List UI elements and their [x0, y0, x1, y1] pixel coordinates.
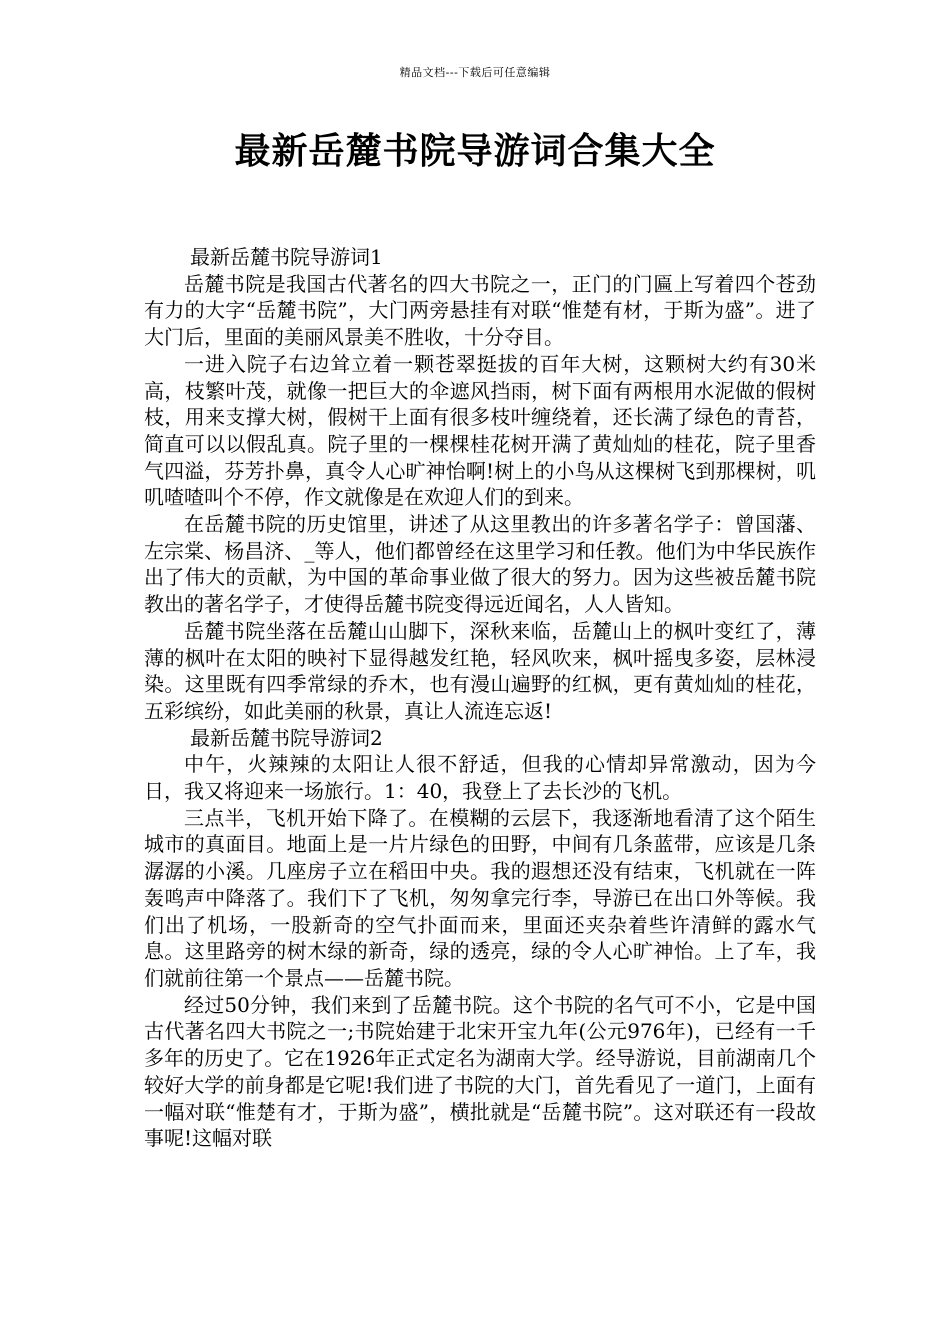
- paragraph: 中午，火辣辣的太阳让人很不舒适，但我的心情却异常激动，因为今日，我又将迎来一场旅行。1：40，我登上了去长沙的飞机。: [144, 752, 816, 804]
- section-heading: 最新岳麓书院导游词1: [190, 245, 383, 269]
- paragraph: 一进入院子右边耸立着一颗苍翠挺拔的百年大树，这颗树大约有30米高，枝繁叶茂，就像一把巨大的伞遮风挡雨，树下面有两根用水泥做的假树枝，用来支撑大树，假树干上面有很多枝叶缠绕着，还长满了绿色的青苔，简直可以以假乱真。院子里的一棵棵桂花树开满了黄灿灿的桂花，院子里香气四溢，芬芳扑鼻，真令人心旷神怡啊!树上的小鸟从这棵树飞到那棵树，叽叽喳喳叫个不停，作文就像是在欢迎人们的到来。: [144, 351, 816, 510]
- header-note: 精品文档---下载后可任意编辑: [399, 66, 551, 79]
- section-heading: 最新岳麓书院导游词2: [190, 725, 383, 750]
- paragraph: 岳麓书院是我国古代著名的四大书院之一，正门的门匾上写着四个苍劲有力的大字“岳麓书院”，大门两旁悬挂有对联“惟楚有材，于斯为盛”。进了大门后，里面的美丽风景美不胜收，十分夺目。: [144, 271, 816, 350]
- paragraph: 三点半，飞机开始下降了。在模糊的云层下，我逐渐地看清了这个陌生城市的真面目。地面上是一片片绿色的田野，中间有几条蓝带，应该是几条潺潺的小溪。几座房子立在稻田中央。我的遐想还没有结束，飞机就在一阵轰鸣声中降落了。我们下了飞机，匆匆拿完行李，导游已在出口外等候。我们出了机场，一股新奇的空气扑面而来，里面还夹杂着些许清鲜的露水气息。这里路旁的树木绿的新奇，绿的透亮，绿的令人心旷神怡。上了车，我们就前往第一个景点——岳麓书院。: [144, 805, 816, 990]
- document-title: 最新岳麓书院导游词合集大全: [234, 131, 716, 172]
- paragraph: 经过50分钟，我们来到了岳麓书院。这个书院的名气可不小，它是中国古代著名四大书院之一;书院始建于北宋开宝九年(公元976年)，已经有一千多年的历史了。它在1926年正式定名为湖南大学。经导游说，目前湖南几个较好大学的前身都是它呢!我们进了书院的大门，首先看见了一道门，上面有一幅对联“惟楚有才，于斯为盛”，横批就是“岳麓书院”。这对联还有一段故事呢!这幅对联: [144, 992, 816, 1151]
- paragraph: 岳麓书院坐落在岳麓山山脚下，深秋来临，岳麓山上的枫叶变红了，薄薄的枫叶在太阳的映衬下显得越发红艳，轻风吹来，枫叶摇曳多姿，层林浸染。这里既有四季常绿的乔木，也有漫山遍野的红枫，更有黄灿灿的桂花，五彩缤纷，如此美丽的秋景，真让人流连忘返!: [144, 618, 816, 723]
- document-body: [144, 244, 816, 1152]
- paragraph: 在岳麓书院的历史馆里，讲述了从这里教出的许多著名学子：曾国藩、左宗棠、杨昌济、_等人，他们都曾经在这里学习和任教。他们为中华民族作出了伟大的贡献，为中国的革命事业做了很大的努力。因为这些被岳麓书院教出的著名学子，才使得岳麓书院变得远近闻名，人人皆知。: [144, 512, 816, 617]
